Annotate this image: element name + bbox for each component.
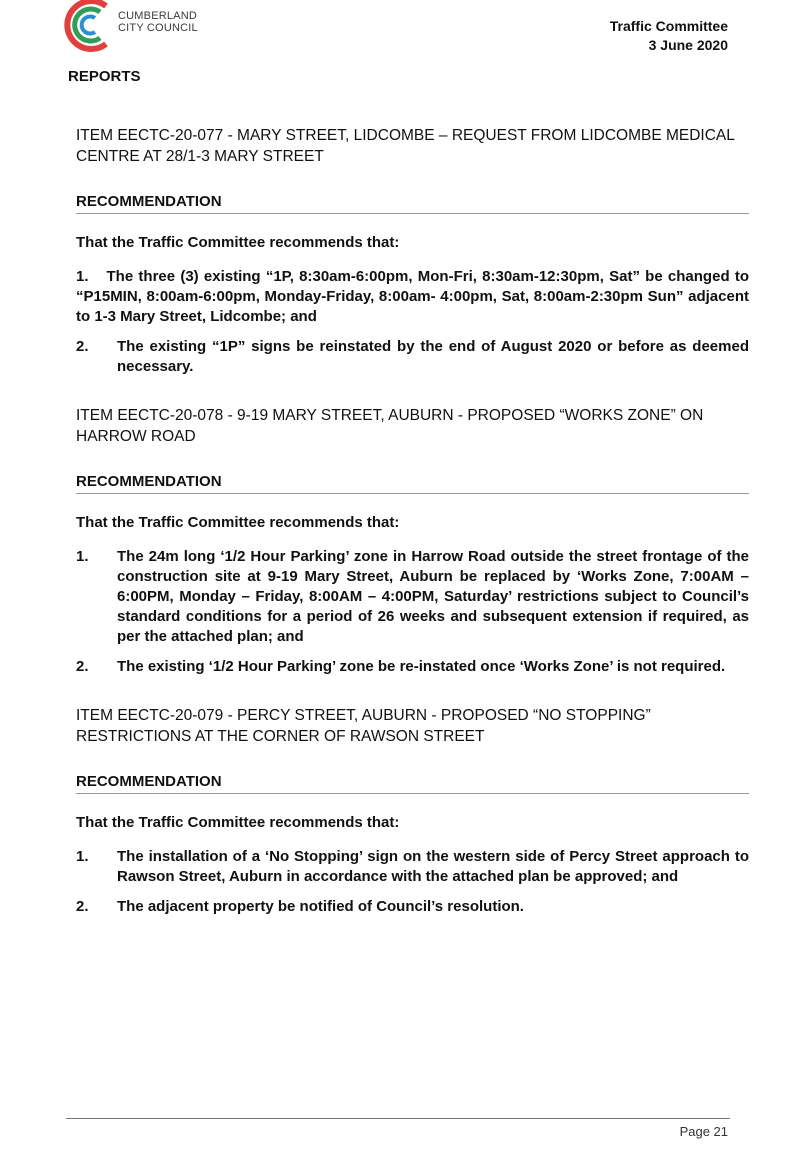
item-text: The 24m long ‘1/2 Hour Parking’ zone in Harrow Road outside the street frontage of the construction site at 9-19 Mary Street, Auburn be replaced by ‘Works Zone, 7:00AM – 6:00PM, Monday – Friday, 8:00AM – 4:00PM, Saturday’ restrictions subject to Council’s standard conditions for a period of 26 weeks and subsequent extension if required, as per the attached plan; and bbox=[117, 548, 749, 645]
recommendation-list bbox=[76, 267, 749, 377]
recommendation-list bbox=[76, 847, 749, 917]
list-item bbox=[76, 267, 749, 327]
footer-rule bbox=[66, 1118, 730, 1119]
council-logo-icon bbox=[56, 0, 112, 54]
item-number: 1. bbox=[76, 548, 89, 565]
recommendation-lead: That the Traffic Committee recommends that: bbox=[76, 234, 400, 251]
logo-arc-middle bbox=[75, 9, 100, 41]
item-number: 2. bbox=[76, 338, 89, 355]
item-title: ITEM EECTC-20-078 - 9-19 MARY STREET, AUBURN - PROPOSED “WORKS ZONE” ON HARROW ROAD bbox=[76, 407, 704, 445]
item-text: The three (3) existing “1P, 8:30am-6:00pm, Mon-Fri, 8:30am-12:30pm, Sat” be changed to “P15MIN, 8:00am-6:00pm, Monday-Friday, 8:00am- 4:00pm, Sat, 8:00am-2:30pm Sun” adjacent to 1-3 Mary Street, Lidcombe; and bbox=[76, 268, 749, 325]
logo-arc-inner bbox=[82, 17, 95, 34]
item-number: 1. bbox=[76, 848, 89, 865]
item-text: The adjacent property be notified of Council’s resolution. bbox=[117, 898, 524, 915]
header-meta bbox=[610, 17, 728, 55]
report-body bbox=[76, 125, 749, 927]
list-item bbox=[76, 897, 749, 917]
council-logo bbox=[56, 0, 216, 56]
recommendation-lead: That the Traffic Committee recommends that: bbox=[76, 814, 400, 831]
list-item bbox=[76, 657, 749, 677]
list-item bbox=[76, 337, 749, 377]
item-text: The installation of a ‘No Stopping’ sign on the western side of Percy Street approach to Rawson Street, Auburn in accordance with the attached plan be approved; and bbox=[117, 848, 749, 885]
list-item bbox=[76, 847, 749, 887]
org-line-1: CUMBERLAND bbox=[118, 10, 198, 22]
page-number: Page 21 bbox=[679, 1124, 728, 1139]
recommendation-heading: RECOMMENDATION bbox=[76, 473, 749, 494]
committee-name: Traffic Committee bbox=[609, 18, 728, 34]
item-title: ITEM EECTC-20-077 - MARY STREET, LIDCOMBE – REQUEST FROM LIDCOMBE MEDICAL CENTRE AT 28/1-3 MARY STREET bbox=[76, 127, 735, 165]
recommendation-heading: RECOMMENDATION bbox=[76, 773, 749, 794]
meeting-date: 3 June 2020 bbox=[648, 37, 728, 53]
org-line-2: CITY COUNCIL bbox=[118, 22, 198, 34]
recommendation-heading: RECOMMENDATION bbox=[76, 193, 749, 214]
list-item bbox=[76, 547, 749, 647]
logo-wordmark bbox=[118, 10, 198, 34]
recommendation-list bbox=[76, 547, 749, 677]
recommendation-lead: That the Traffic Committee recommends that: bbox=[76, 514, 400, 531]
section-heading: REPORTS bbox=[68, 68, 141, 85]
item-title: ITEM EECTC-20-079 - PERCY STREET, AUBURN - PROPOSED “NO STOPPING” RESTRICTIONS AT THE CORNER OF RAWSON STREET bbox=[76, 707, 651, 745]
item-text: The existing “1P” signs be reinstated by the end of August 2020 or before as deemed necessary. bbox=[117, 338, 749, 375]
item-text: The existing ‘1/2 Hour Parking’ zone be re-instated once ‘Works Zone’ is not required. bbox=[117, 658, 726, 675]
item-number: 1. bbox=[76, 268, 89, 285]
item-number: 2. bbox=[76, 658, 89, 675]
item-number: 2. bbox=[76, 898, 89, 915]
